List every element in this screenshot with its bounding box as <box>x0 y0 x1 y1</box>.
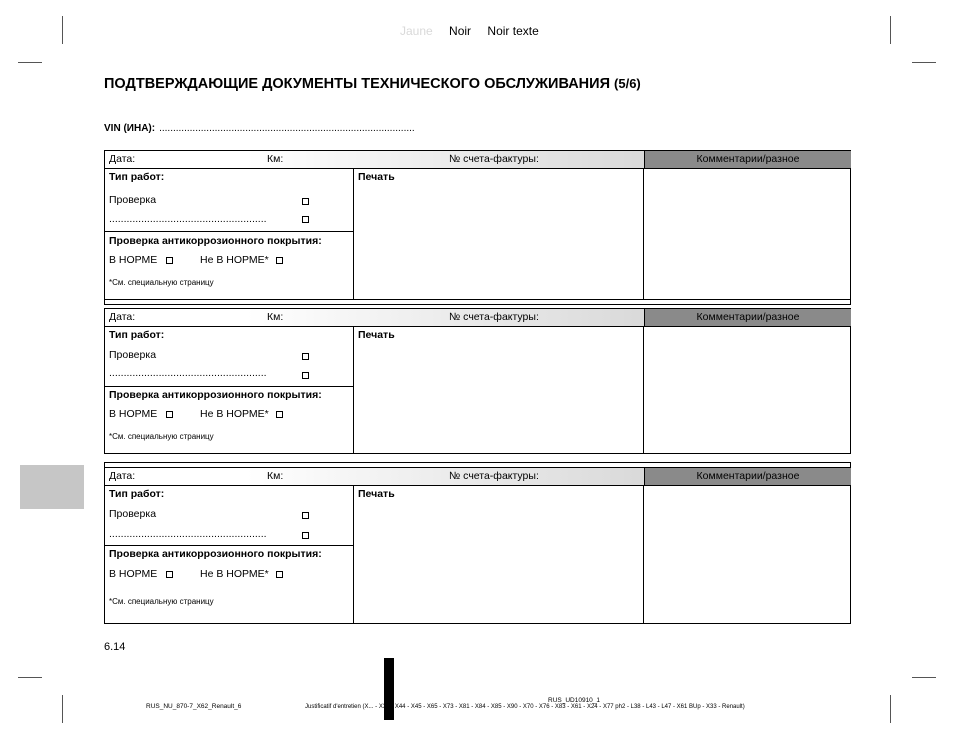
ok-checkbox[interactable] <box>166 571 173 578</box>
crop-mark <box>890 16 891 44</box>
crop-mark <box>912 62 936 63</box>
page-number: 6.14 <box>104 641 126 653</box>
not-ok-checkbox[interactable] <box>276 411 283 418</box>
check-checkbox[interactable] <box>302 512 309 519</box>
check-checkbox[interactable] <box>302 353 309 360</box>
custom-work-line[interactable]: ...................................................... <box>109 367 267 379</box>
page-title <box>104 76 641 92</box>
crop-mark <box>18 677 42 678</box>
check-label: Проверка <box>109 508 157 520</box>
crop-mark <box>62 695 63 723</box>
invoice-label: № счета-фактуры: <box>449 153 539 165</box>
footer-models: Justificatif d'entretien (X... - X35 - X44 - X45 - X65 - X73 - X81 - X84 - X85 - X90 - X70 - X76 - X83 - X61 - X24 - X77 ph2 - L38 - L43 - L47 - X61 BUp - X33 - Renault) <box>305 704 745 710</box>
see-page-note: *См. специальную страницу <box>109 432 214 441</box>
comments-label: Комментарии/разное <box>696 470 800 482</box>
maintenance-record-2 <box>104 308 851 463</box>
comments-header <box>644 309 851 326</box>
record-header <box>104 150 851 169</box>
work-type-label: Тип работ: <box>109 171 165 183</box>
comments-header <box>644 151 851 168</box>
binding-bar <box>384 658 394 720</box>
ok-option: В НОРМЕ <box>109 408 173 420</box>
ok-option: В НОРМЕ <box>109 254 173 266</box>
ok-checkbox[interactable] <box>166 257 173 264</box>
footer-left: RUS_NU_870-7_X62_Renault_6 <box>146 703 242 710</box>
record-header <box>104 308 851 327</box>
work-panel <box>104 326 354 454</box>
comments-panel[interactable] <box>643 168 851 300</box>
custom-work-checkbox[interactable] <box>302 216 309 223</box>
comments-panel[interactable] <box>643 326 851 454</box>
date-label: Дата: <box>109 153 136 165</box>
see-page-note: *См. специальную страницу <box>109 597 214 606</box>
work-type-label: Тип работ: <box>109 488 165 500</box>
invoice-label: № счета-фактуры: <box>449 470 539 482</box>
ink-yellow: Jaune <box>400 24 433 38</box>
ink-black-text: Noir texte <box>487 24 539 38</box>
km-label: Км: <box>267 470 284 482</box>
check-label: Проверка <box>109 194 157 206</box>
check-label: Проверка <box>109 349 157 361</box>
maintenance-record-3 <box>104 462 851 624</box>
not-ok-checkbox[interactable] <box>276 571 283 578</box>
vin-line <box>104 123 415 134</box>
invoice-label: № счета-фактуры: <box>449 311 539 323</box>
page-title-pager: (5/6) <box>614 76 641 91</box>
date-label: Дата: <box>109 311 136 323</box>
custom-work-line[interactable]: ...................................................... <box>109 528 267 540</box>
crop-mark <box>912 677 936 678</box>
stamp-label: Печать <box>358 329 395 341</box>
comments-label: Комментарии/разное <box>696 311 800 323</box>
ok-option: В НОРМЕ <box>109 568 173 580</box>
km-label: Км: <box>267 153 284 165</box>
not-ok-option: Не В НОРМЕ* <box>200 408 283 420</box>
footer-code: RUS_UD10910_1 <box>548 697 601 704</box>
ok-checkbox[interactable] <box>166 411 173 418</box>
stamp-panel[interactable] <box>353 326 644 454</box>
custom-work-checkbox[interactable] <box>302 372 309 379</box>
stamp-panel[interactable] <box>353 168 644 300</box>
work-panel <box>104 485 354 624</box>
comments-header <box>644 468 851 485</box>
crop-mark <box>62 16 63 44</box>
anticorrosion-label: Проверка антикоррозионного покрытия: <box>109 548 322 560</box>
km-label: Км: <box>267 311 284 323</box>
not-ok-option: Не В НОРМЕ* <box>200 254 283 266</box>
custom-work-checkbox[interactable] <box>302 532 309 539</box>
vin-field[interactable]: ............................................................................................ <box>159 123 415 134</box>
work-type-label: Тип работ: <box>109 329 165 341</box>
not-ok-option: Не В НОРМЕ* <box>200 568 283 580</box>
see-page-note: *См. специальную страницу <box>109 278 214 287</box>
section-tab <box>20 465 84 509</box>
vin-label: VIN (ИНА): <box>104 123 156 134</box>
record-header <box>104 467 851 486</box>
ink-legend <box>400 24 552 38</box>
page-title-text: ПОДТВЕРЖДАЮЩИЕ ДОКУМЕНТЫ ТЕХНИЧЕСКОГО ОБСЛУЖИВАНИЯ <box>104 76 610 92</box>
custom-work-line[interactable]: ...................................................... <box>109 213 267 225</box>
block-bottom-line <box>104 304 851 305</box>
work-panel <box>104 168 354 300</box>
check-checkbox[interactable] <box>302 198 309 205</box>
maintenance-record-1 <box>104 150 851 305</box>
stamp-panel[interactable] <box>353 485 644 624</box>
crop-mark <box>18 62 42 63</box>
stamp-label: Печать <box>358 488 395 500</box>
not-ok-checkbox[interactable] <box>276 257 283 264</box>
anticorrosion-label: Проверка антикоррозионного покрытия: <box>109 389 322 401</box>
comments-panel[interactable] <box>643 485 851 624</box>
stamp-label: Печать <box>358 171 395 183</box>
comments-label: Комментарии/разное <box>696 153 800 165</box>
date-label: Дата: <box>109 470 136 482</box>
crop-mark <box>890 695 891 723</box>
anticorrosion-label: Проверка антикоррозионного покрытия: <box>109 235 322 247</box>
ink-black: Noir <box>449 24 472 38</box>
